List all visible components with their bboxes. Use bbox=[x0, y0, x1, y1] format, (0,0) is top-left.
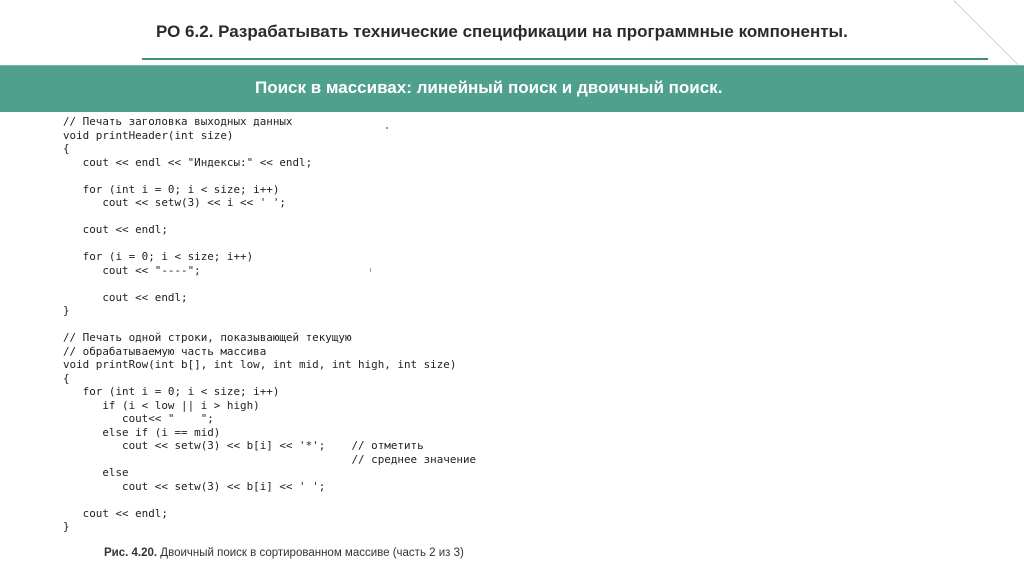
figure-number: Рис. 4.20. bbox=[104, 547, 158, 559]
slide-title: РО 6.2. Разрабатывать технические спецификации на программные компоненты. bbox=[156, 22, 848, 41]
figure-caption bbox=[104, 547, 464, 559]
banner-text: Поиск в массивах: линейный поиск и двоичный поиск. bbox=[255, 78, 723, 97]
topic-banner bbox=[0, 65, 1024, 112]
scan-speck bbox=[370, 268, 371, 272]
title-underline bbox=[142, 58, 988, 60]
scan-speck bbox=[386, 127, 388, 129]
figure-caption-text: Двоичный поиск в сортированном массиве (часть 2 из 3) bbox=[157, 547, 464, 559]
code-listing: // Печать заголовка выходных данных void printHeader(int size) { cout << endl << "Индексы:" << endl; for (int i = 0; i < size; i++) cout << setw(3) << i << ' '; cout << endl; for (i = 0; i < size; i++) cout << "----"; cout << endl; } // Печать одной строки, показывающей текущую // обрабатываемую часть массива void printRow(int b[], int low, int mid, int high, int size) { for (int i = 0; i < size; i++) if (i < low || i > high) cout<< " "; else if (i == mid) cout << setw(3) << b[i] << '*'; // отметить // среднее значение else cout << setw(3) << b[i] << ' '; cout << endl; } bbox=[63, 115, 477, 533]
